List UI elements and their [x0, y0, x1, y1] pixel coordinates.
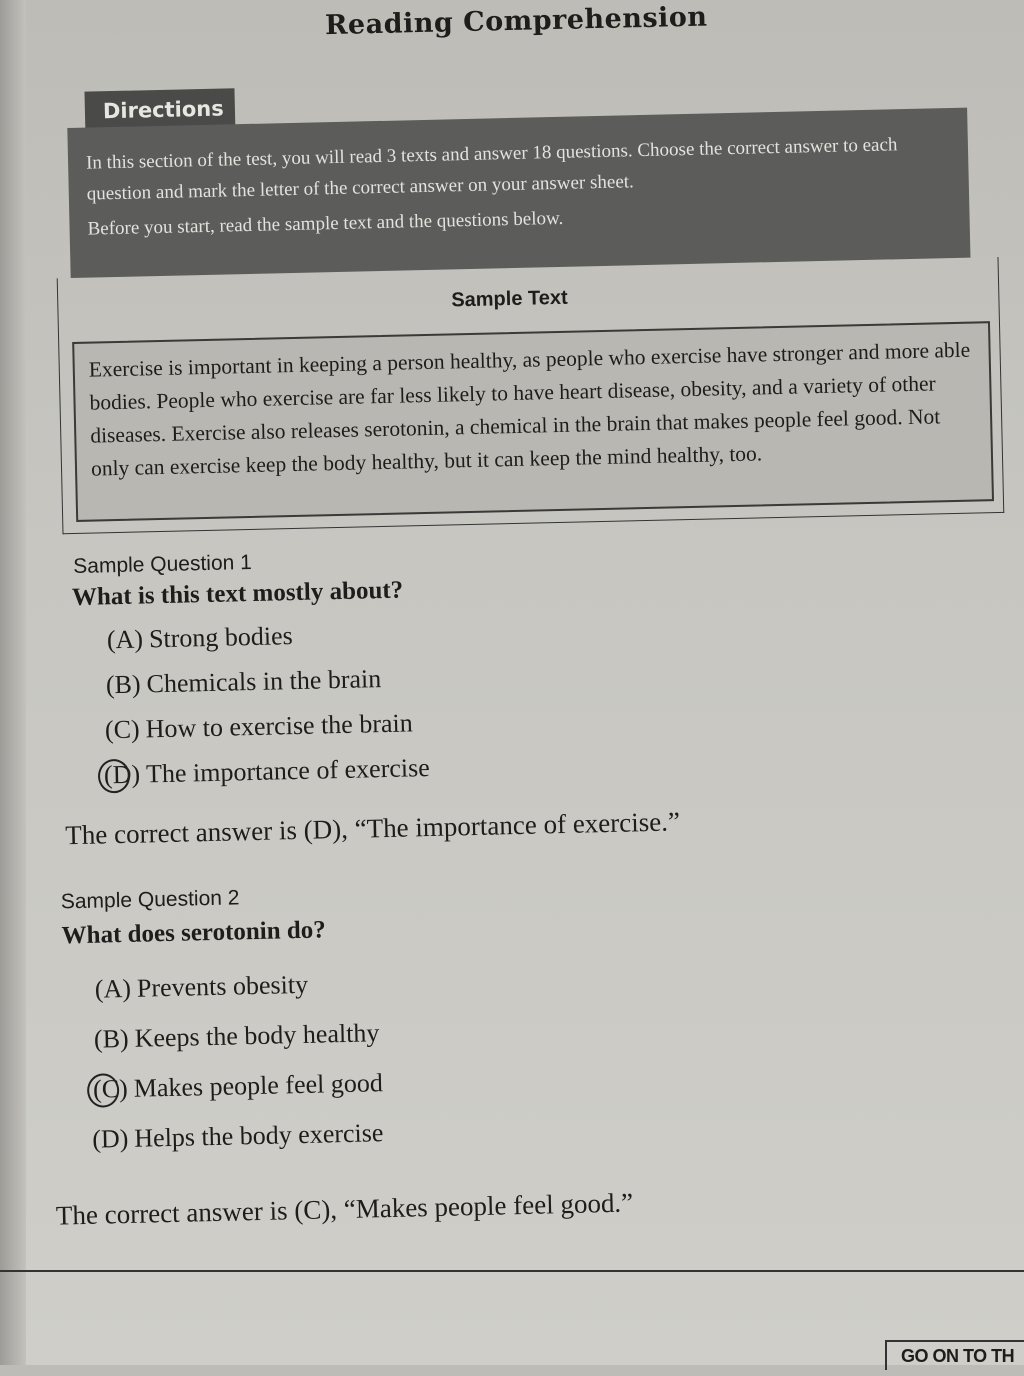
directions-paragraph-1: In this section of the test, you will read 3 texts and answer 18 questions. Choose the correct answer to each question and mark the letter of the correct answer on your answer sheet. — [85, 134, 898, 205]
option-text: Makes people feel good — [133, 1068, 384, 1103]
option-letter-circled: (D) — [103, 759, 141, 790]
option-text: Helps the body exercise — [134, 1118, 384, 1153]
question-1-option-b[interactable] — [106, 664, 382, 700]
option-text: Prevents obesity — [136, 969, 309, 1003]
option-text: The importance of exercise — [145, 753, 431, 789]
option-letter-circled: (C) — [92, 1073, 129, 1104]
option-text: How to exercise the brain — [145, 708, 414, 744]
go-on-box: GO ON TO TH — [885, 1340, 1024, 1370]
sample-text-heading: Sample Text — [451, 286, 568, 312]
option-text: Chemicals in the brain — [146, 664, 382, 699]
option-letter: (C) — [104, 714, 140, 745]
question-1-option-d[interactable] — [104, 753, 430, 790]
option-text: Keeps the body healthy — [134, 1018, 380, 1053]
option-letter: (B) — [105, 669, 141, 700]
directions-heading: Directions — [84, 88, 235, 131]
question-1-option-a[interactable] — [107, 621, 293, 655]
directions-box — [67, 108, 970, 278]
option-text: Strong bodies — [148, 621, 294, 654]
sample-passage-box — [72, 321, 994, 522]
footer-divider — [0, 1270, 1024, 1272]
option-letter: (A) — [106, 624, 144, 655]
question-2-option-c[interactable] — [93, 1068, 383, 1105]
question-2-label: Sample Question 2 — [60, 886, 240, 914]
page-title: Reading Comprehension — [324, 1, 708, 42]
question-1-text: What is this text mostly about? — [71, 576, 404, 612]
question-1-label: Sample Question 1 — [72, 550, 253, 579]
question-1-answer: The correct answer is (D), “The importance of exercise.” — [65, 806, 681, 851]
question-1-option-c[interactable] — [105, 708, 413, 745]
question-2-option-d[interactable] — [92, 1118, 384, 1155]
question-2-text: What does serotonin do? — [61, 916, 327, 950]
question-2-option-a[interactable] — [95, 970, 309, 1005]
option-letter: (B) — [93, 1023, 129, 1054]
question-2-option-b[interactable] — [94, 1018, 380, 1054]
question-2-answer: The correct answer is (C), “Makes people feel good.” — [55, 1187, 634, 1231]
option-letter: (D) — [91, 1123, 129, 1154]
directions-paragraph-2: Before you start, read the sample text and the questions below. — [87, 207, 564, 240]
sample-passage-text: Exercise is important in keeping a person healthy, as people who exercise have stronger and more able bodies. People who exercise are far less likely to have heart disease, obesity, and a variety of other diseases. Exercise also releases serotonin, a chemical in the brain that makes people feel good. Not only can exercise keep the body healthy, but it can keep the mind healthy, too. — [88, 337, 971, 481]
option-letter: (A) — [94, 973, 132, 1004]
